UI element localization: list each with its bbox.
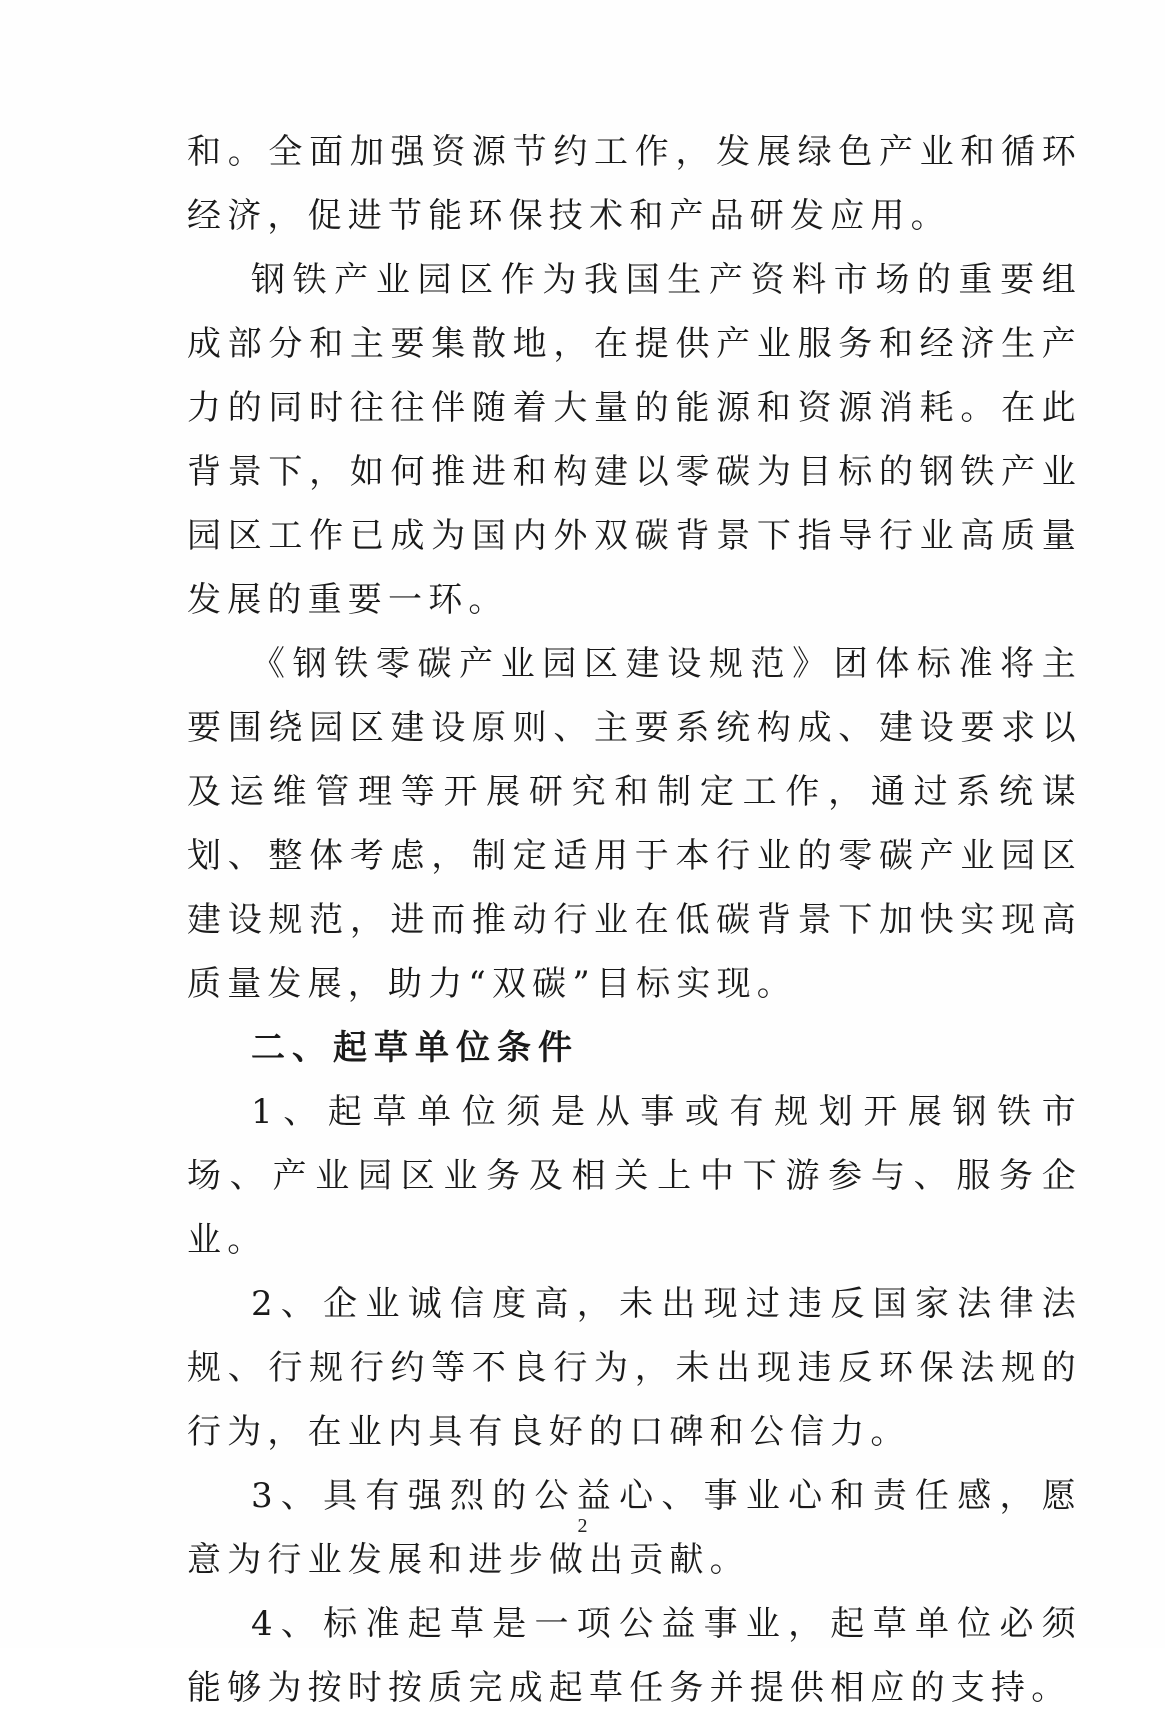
paragraph-continuation: 和。全面加强资源节约工作，发展绿色产业和循环经济，促进节能环保技术和产品研发应用。 [187,132,1082,236]
requirement-item-1: 1、起草单位须是从事或有规划开展钢铁市场、产业园区业务及相关上中下游参与、服务企业。 [187,1092,1082,1260]
requirement-item-3: 3、具有强烈的公益心、事业心和责任感，愿意为行业发展和进步做出贡献。 [187,1476,1082,1580]
requirement-item-4: 4、标准起草是一项公益事业，起草单位必须能够为按时按质完成起草任务并提供相应的支持。 [187,1604,1082,1708]
page-number: 2 [577,1515,588,1537]
paragraph-standard-scope: 《钢铁零碳产业园区建设规范》团体标准将主要围绕园区建设原则、主要系统构成、建设要求以及运维管理等开展研究和制定工作，通过系统谋划、整体考虑，制定适用于本行业的零碳产业园区建设规范，进而推动行业在低碳背景下加快实现高质量发展，助力“双碳”目标实现。 [187,644,1082,1004]
paragraph-park-background: 钢铁产业园区作为我国生产资料市场的重要组成部分和主要集散地，在提供产业服务和经济生产力的同时往往伴随着大量的能源和资源消耗。在此背景下，如何推进和构建以零碳为目标的钢铁产业园区工作已成为国内外双碳背景下指导行业高质量发展的重要一环。 [187,260,1082,620]
requirement-item-2: 2、企业诚信度高，未出现过违反国家法律法规、行规行约等不良行为，未出现违反环保法规的行为，在业内具有良好的口碑和公信力。 [187,1284,1082,1452]
document-body [187,120,1082,1720]
section-heading: 二、起草单位条件 [251,1028,579,1068]
